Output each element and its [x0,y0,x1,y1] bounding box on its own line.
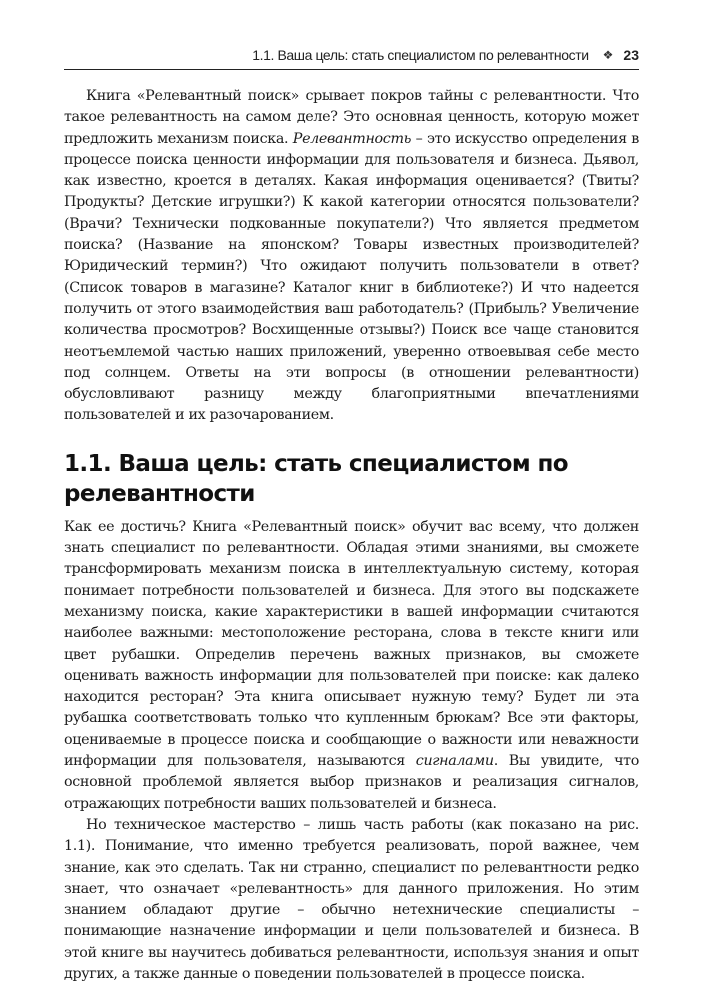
section-heading: 1.1. Ваша цель: стать специалистом по релевантности [64,450,568,507]
section-paragraph-1 [64,517,639,815]
running-title: 1.1. Ваша цель: стать специалистом по релевантности [252,47,589,63]
page-body [64,86,639,985]
section-paragraph-1-end: . Вы увидите, что основной проблемой является выбор признаков и реализация сигналов, отражающих потребности ваших пользователей и бизнеса. [64,753,639,812]
ornament-icon: ❖ [602,48,614,62]
section-paragraph-2: Но техническое мастерство – лишь часть работы (как показано на рис. 1.1). Понимание, что именно требуется реализовать, порой важнее, чем знание, как это сделать. Так ни странно, специалист по релевантности редко знает, что означает «релевантность» для данного приложения. Но этим знанием обладают другие – обычно нетехнические специалисты – понимающие назначение информации и цели пользователей и бизнеса. В этой книге вы научитесь добиваться релевантности, используя знания и опыт других, а также данные о поведении пользователей в процессе поиска. [64,816,639,982]
intro-term: Релевантность [292,130,412,147]
page-header [64,44,639,70]
intro-text-end: – это искусство определения в процессе поиска ценности информации для пользователя и бизнеса. Дьявол, как известно, кроется в деталях. Какая информация оценивается? (Твиты? Продукты? Детские игрушки?) К какой категории относятся пользователи? (Врачи? Технически подкованные покупатели?) Что является предметом поиска? (Название на японском? Товары известных производителей? Юридический термин?) Что ожидают получить пользователи в ответ? (Список товаров в магазине? Каталог книг в библиотеке?) И что надеется получить от этого взаимодействия ваш работодатель? (Прибыль? Увеличение количества просмотров? Восхищенные отзывы?) Поиск все чаще становится неотъемлемой частью наших приложений, уверенно отвоевывая себе место под солнцем. Ответы на эти вопросы (в отношении релевантности) обусловливают разницу между благоприятными впечатлениями пользователей и их разочарованием. [64,130,640,424]
intro-text-start: Книга «Релевантный поиск» срывает покров тайны с релевантности. Что такое релевантность на самом деле? Это основная ценность, которую может предложить механизм поиска. [64,88,639,147]
section-paragraph-1-term: сигналами [415,753,494,770]
page-number: 23 [623,47,639,63]
intro-paragraph [64,86,639,427]
section-paragraph-1-start: Как ее достичь? Книга «Релевантный поиск» обучит вас всему, что должен знать специалист по релевантности. Обладая этими знаниями, вы сможете трансформировать механизм поиска в интеллектуальную систему, которая понимает потребности пользователей и бизнеса. Для этого вы подскажете механизму поиска, какие характеристики в вашей информации считаются наиболее важными: местоположение ресторана, слова в тексте книги или цвет рубашки. Определив перечень важных признаков, вы сможете оценивать важность информации для пользователей при поиске: как далеко находится ресторан? Эта книга описывает нужную тему? Будет ли эта рубашка соответствовать только что купленным брюкам? Все эти факторы, оцениваемые в процессе поиска и сообщающие о важности или неважности информации для пользователя, называются [64,518,639,770]
